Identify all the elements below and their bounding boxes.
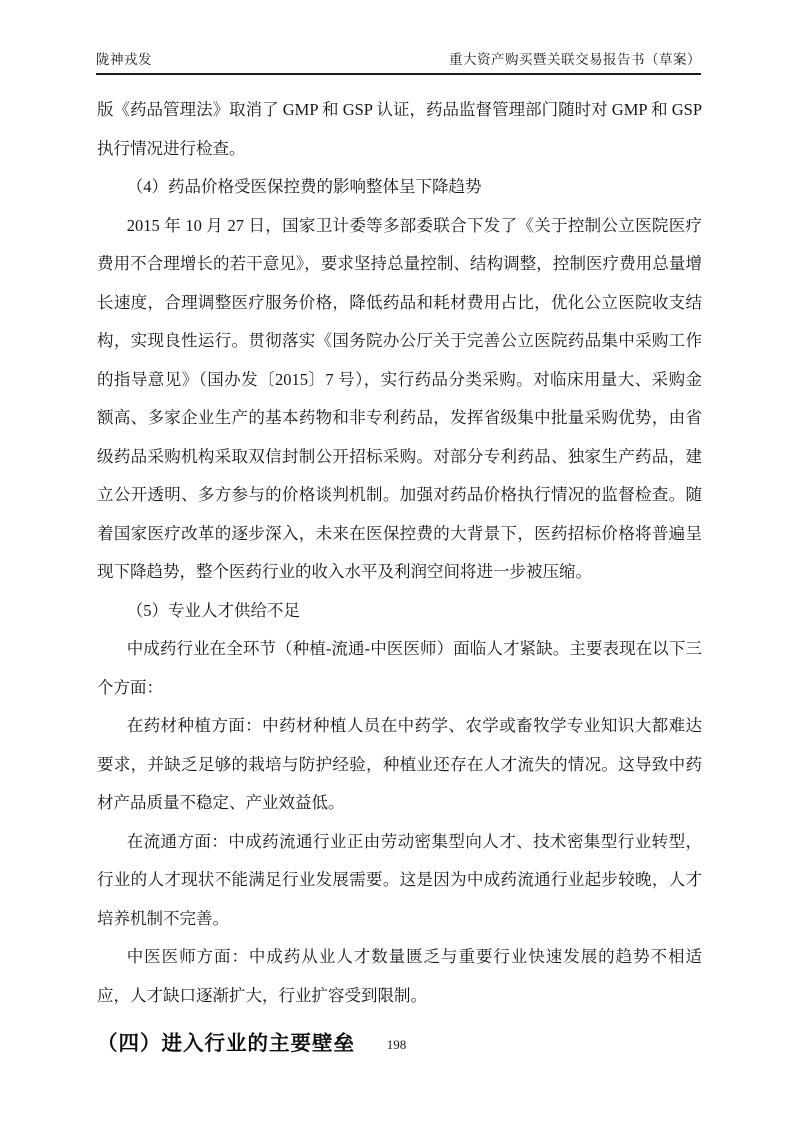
paragraph-circulation-talent: 在流通方面：中成药流通行业正由劳动密集型向人才、技术密集型行业转型，行业的人才现状不能满足行业发展需要。这是因为中成药流通行业起步较晚，人才培养机制不完善。 xyxy=(97,831,702,928)
page-number: 198 xyxy=(386,1037,407,1052)
page-footer xyxy=(0,1036,793,1054)
header-company-name: 陇神戎发 xyxy=(96,52,152,67)
document-body xyxy=(97,91,702,1059)
header-report-title: 重大资产购买暨关联交易报告书（草案） xyxy=(449,52,701,67)
paragraph-talent-shortage-overview: 中成药行业在全环节（种植-流通-中医医师）面临人才紧缺。主要表现在以下三个方面： xyxy=(97,639,702,697)
paragraph-medical-insurance-cost-control: 2015 年 10 月 27 日，国家卫计委等多部委联合下发了《关于控制公立医院医疗费用不合理增长的若干意见》，要求坚持总量控制、结构调整，控制医疗费用总量增长速度，合理调整医疗服务价格，降低药品和耗材费用占比，优化公立医院收支结构，实现良性运行。贯彻落实《国务院办公厅关于完善公立医院药品集中采购工作的指导意见》（国办发〔2015〕7 号），实行药品分类采购。对临床用量大、采购金额高、多家企业生产的基本药物和非专利药品，发挥省级集中批量采购优势，由省级药品采购机构采取双信封制公开招标采购。对部分专利药品、独家生产药品，建立公开透明、多方参与的价格谈判机制。加强对药品价格执行情况的监督检查。随着国家医疗改革的逐步深入，未来在医保控费的大背景下，医药招标价格将普遍呈现下降趋势，整个医药行业的收入水平及利润空间将进一步被压缩。 xyxy=(97,215,702,581)
paragraph-tcm-physician-talent: 中医医师方面：中成药从业人才数量匮乏与重要行业快速发展的趋势不相适应，人才缺口逐渐扩大，行业扩容受到限制。 xyxy=(97,947,702,1005)
subheading-item-5-talent-shortage: （5）专业人才供给不足 xyxy=(126,600,300,620)
subheading-item-4-drug-price: （4）药品价格受医保控费的影响整体呈下降趋势 xyxy=(126,177,482,196)
paragraph-planting-talent: 在药材种植方面：中药材种植人员在中药学、农学或畜牧学专业知识大都难达要求，并缺乏足够的栽培与防护经验，种植业还存在人才流失的情况。这导致中药材产品质量不稳定、产业效益低。 xyxy=(97,716,702,812)
page-header xyxy=(96,51,701,75)
section-heading-entry-barriers: （四）进入行业的主要壁垒 xyxy=(97,1032,355,1055)
paragraph-gmp-gsp-inspection: 版《药品管理法》取消了 GMP 和 GSP 认证，药品监督管理部门随时对 GMP 和 GSP 执行情况进行检查。 xyxy=(97,100,702,158)
